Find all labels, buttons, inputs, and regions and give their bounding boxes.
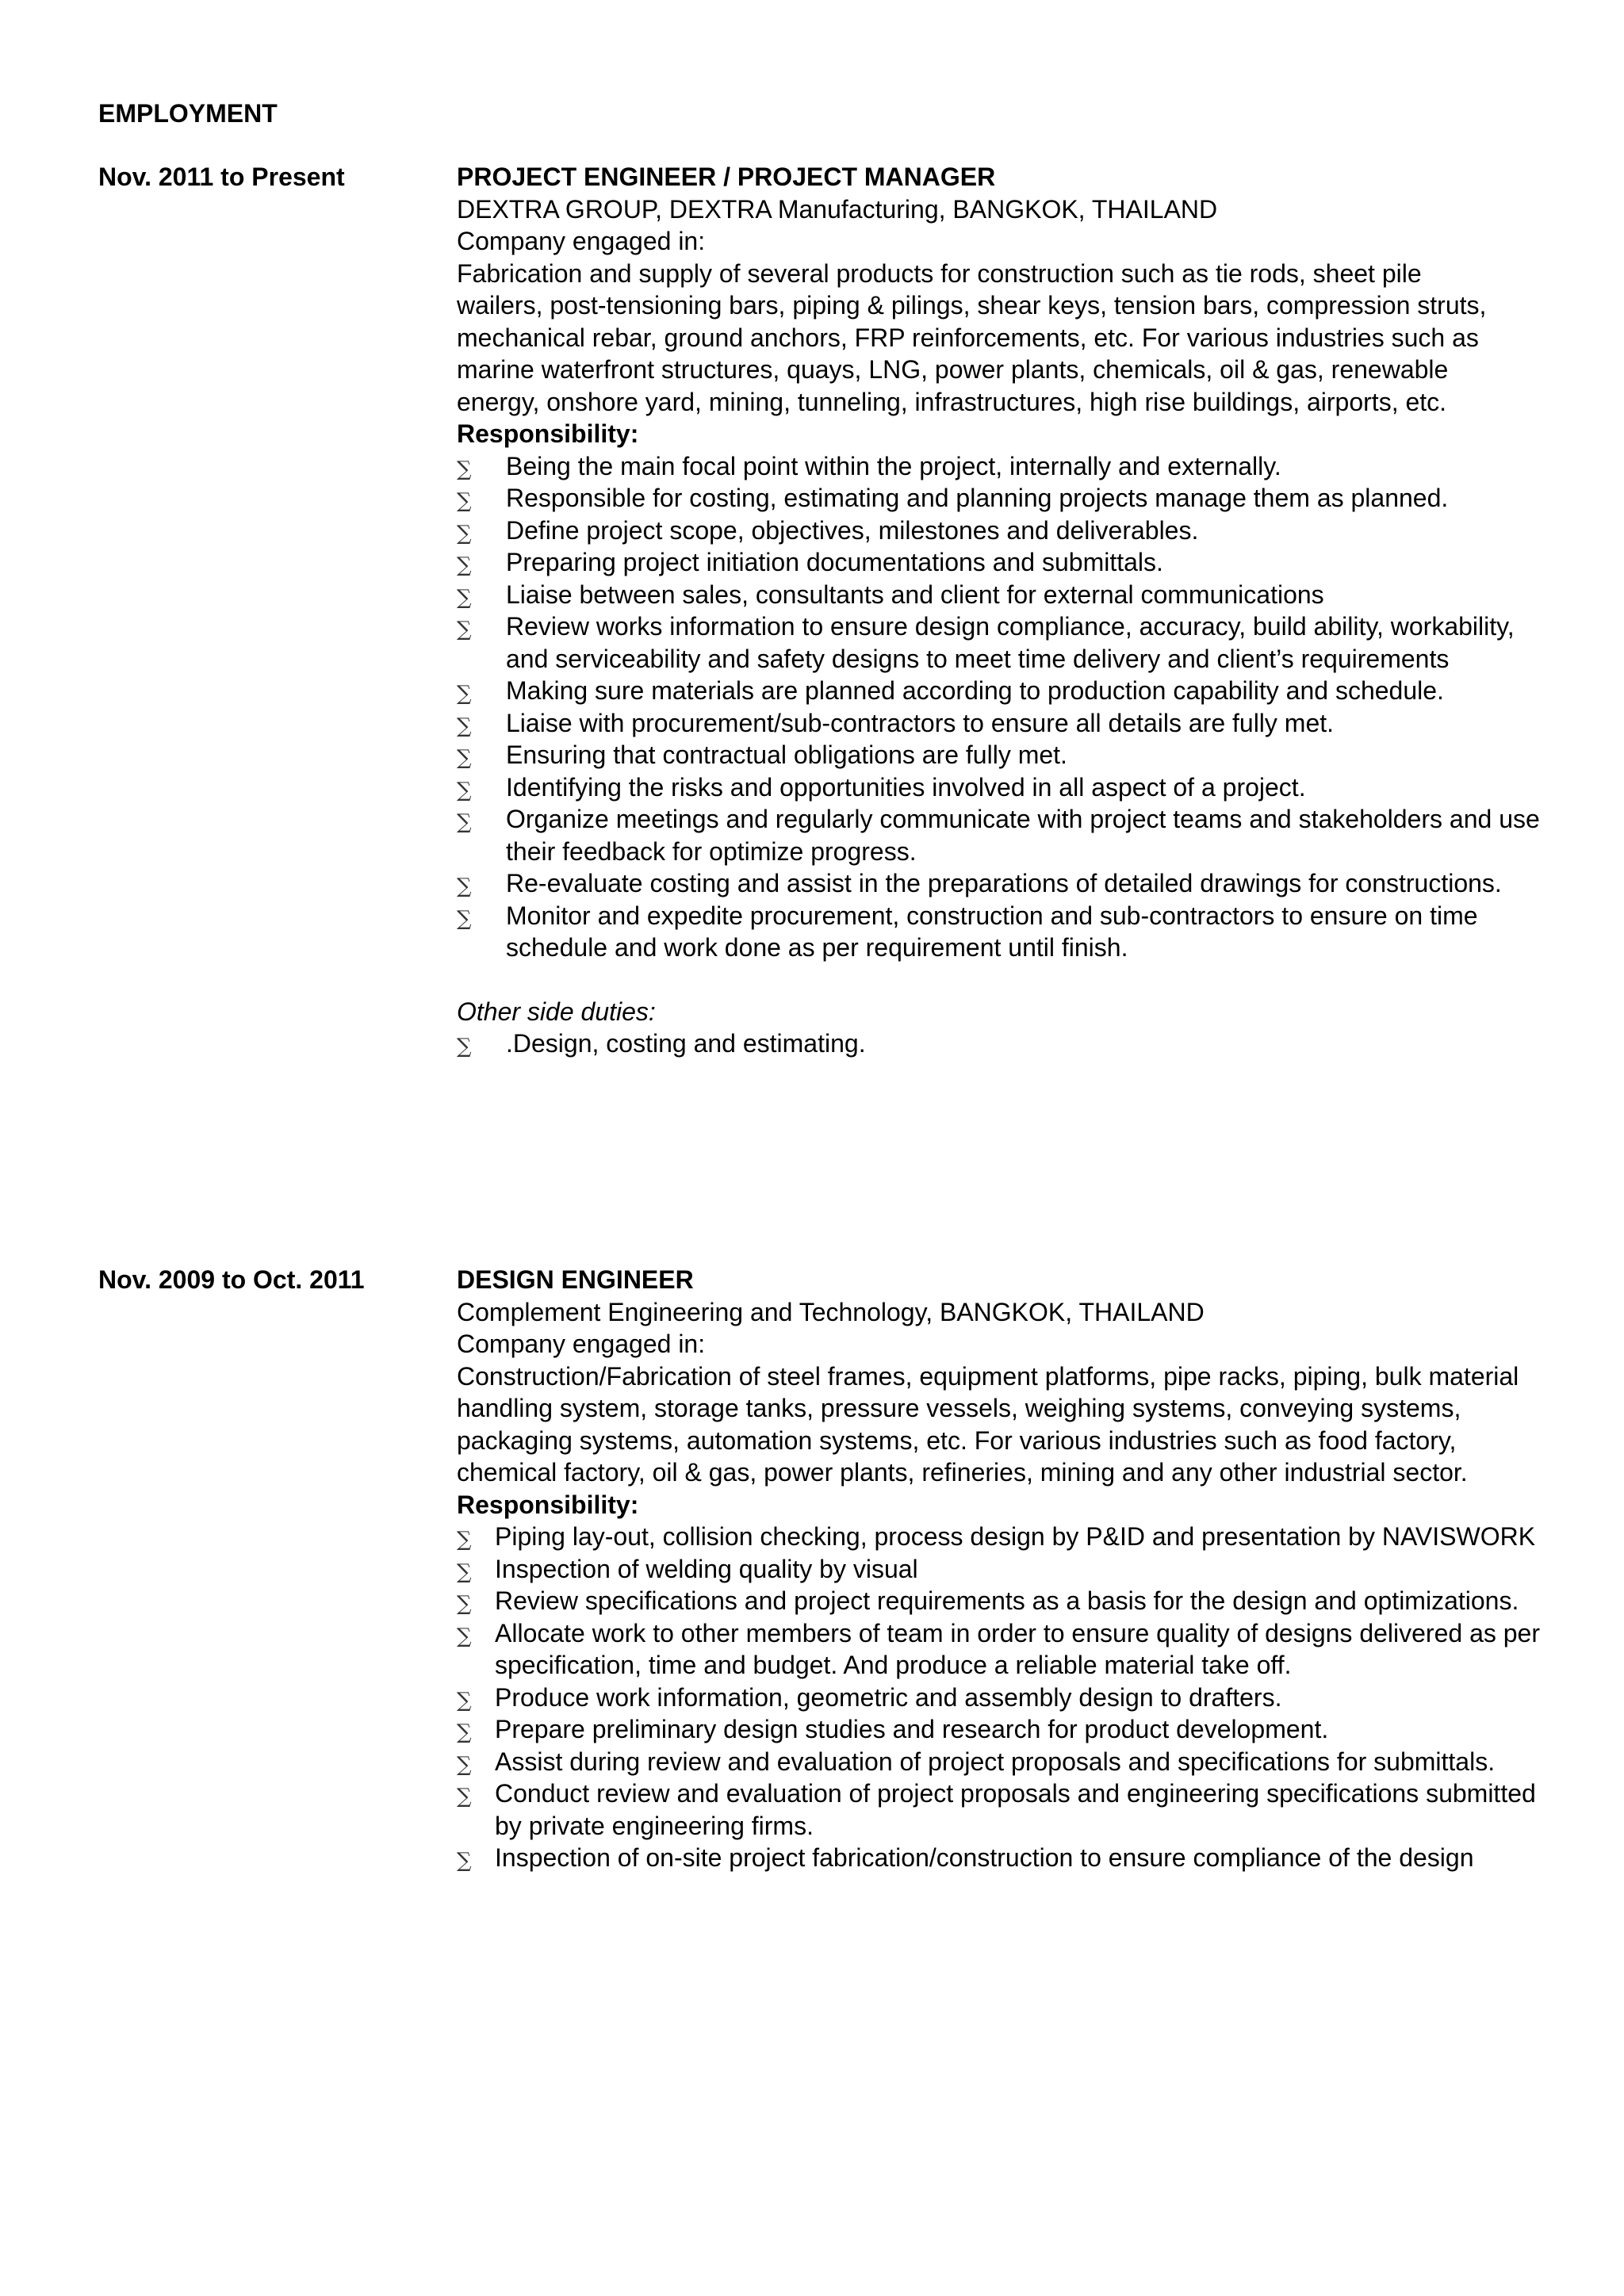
list-item	[457, 1713, 1551, 1746]
job-body	[457, 161, 1551, 1060]
company-description: Fabrication and supply of several products for construction such as tie rods, sheet pile wailers, post-tensioning bars, piping & pilings, shear keys, tension bars, compression struts, mechanical rebar, ground anchors, FRP reinforcements, etc. For various industries such as marine waterfront structures, quays, LNG, power plants, chemicals, oil & gas, renewable energy, onshore yard, mining, tunneling, infrastructures, high rise buildings, airports, etc.	[457, 258, 1487, 416]
responsibility-text: Inspection of welding quality by visual	[495, 1554, 918, 1583]
responsibility-heading: Responsibility:	[457, 1490, 639, 1519]
company-engaged-label: Company engaged in:	[457, 227, 706, 255]
sigma-bullet-icon: ∑	[457, 1785, 472, 1808]
job-date: Nov. 2011 to Present	[98, 163, 345, 191]
responsibility-text: Allocate work to other members of team in order to ensure quality of designs delivered as per specification, time and budget. And produce a reliable material take off.	[495, 1618, 1540, 1679]
responsibility-text: Responsible for costing, estimating and planning projects manage them as planned.	[506, 484, 1449, 512]
sigma-bullet-icon: ∑	[457, 682, 472, 706]
other-duty-text: .Design, costing and estimating.	[506, 1029, 866, 1058]
responsibility-heading: Responsibility:	[457, 419, 639, 448]
list-item	[457, 1777, 1551, 1842]
responsibility-text: Assist during review and evaluation of project proposals and specifications for submittals.	[495, 1747, 1496, 1776]
responsibility-list	[457, 1521, 1551, 1874]
sigma-bullet-icon: ∑	[457, 1849, 472, 1873]
list-item	[457, 771, 1551, 804]
job-title: PROJECT ENGINEER / PROJECT MANAGER	[457, 163, 996, 191]
responsibility-text: Liaise between sales, consultants and client for external communications	[506, 580, 1324, 609]
list-item	[457, 610, 1551, 675]
responsibility-text: Ensuring that contractual obligations are fully met.	[506, 740, 1067, 769]
sigma-bullet-icon: ∑	[457, 521, 472, 545]
list-item	[457, 579, 1551, 611]
list-item	[457, 900, 1551, 964]
other-duties-list	[457, 1027, 1551, 1060]
sigma-bullet-icon: ∑	[457, 1528, 472, 1552]
list-item	[457, 675, 1551, 707]
responsibility-text: Identifying the risks and opportunities involved in all aspect of a project.	[506, 772, 1306, 802]
sigma-bullet-icon: ∑	[457, 810, 472, 834]
list-item	[457, 450, 1551, 483]
responsibility-text: Inspection of on-site project fabrication/construction to ensure compliance of the design	[495, 1843, 1474, 1872]
responsibility-text: Define project scope, objectives, milestones and deliverables.	[506, 515, 1199, 545]
list-item	[457, 1746, 1551, 1778]
sigma-bullet-icon: ∑	[457, 778, 472, 802]
other-duties-heading: Other side duties:	[457, 997, 656, 1026]
responsibility-text: Monitor and expedite procurement, construction and sub-contractors to ensure on time schedule and work done as per requirement until finish.	[506, 901, 1478, 962]
section-heading-employment: EMPLOYMENT	[98, 99, 278, 128]
job-company: DEXTRA GROUP, DEXTRA Manufacturing, BANGKOK, THAILAND	[457, 194, 1218, 224]
list-item	[457, 1585, 1551, 1617]
responsibility-text: Conduct review and evaluation of project proposals and engineering specifications submitted by private engineering firms.	[495, 1779, 1536, 1840]
responsibility-text: Being the main focal point within the project, internally and externally.	[506, 451, 1281, 480]
job-title: DESIGN ENGINEER	[457, 1265, 694, 1294]
responsibility-text: Organize meetings and regularly communicate with project teams and stakeholders and use their feedback for optimize progress.	[506, 805, 1540, 866]
sigma-bullet-icon: ∑	[457, 1688, 472, 1712]
list-item	[457, 1027, 1551, 1060]
sigma-bullet-icon: ∑	[457, 585, 472, 610]
responsibility-text: Re-evaluate costing and assist in the preparations of detailed drawings for constructions.	[506, 869, 1502, 897]
sigma-bullet-icon: ∑	[457, 1035, 472, 1058]
list-item	[457, 515, 1551, 547]
responsibility-text: Piping lay-out, collision checking, process design by P&ID and presentation by NAVISWORK	[495, 1522, 1536, 1551]
sigma-bullet-icon: ∑	[457, 1752, 472, 1777]
sigma-bullet-icon: ∑	[457, 489, 472, 513]
list-item	[457, 707, 1551, 740]
list-item	[457, 739, 1551, 771]
sigma-bullet-icon: ∑	[457, 553, 472, 577]
sigma-bullet-icon: ∑	[457, 746, 472, 770]
list-item	[457, 1521, 1551, 1553]
responsibility-text: Review works information to ensure design compliance, accuracy, build ability, workability, and serviceability and safety designs to meet time delivery and client’s requirements	[506, 612, 1515, 673]
company-description: Construction/Fabrication of steel frames, equipment platforms, pipe racks, piping, bulk material handling system, storage tanks, pressure vessels, weighing systems, conveying systems, packaging systems, automation systems, etc. For various industries such as food factory, chemical factory, oil & gas, power plants, refineries, mining and any other industrial sector.	[457, 1361, 1519, 1487]
list-item	[457, 867, 1551, 900]
responsibility-text: Produce work information, geometric and assembly design to drafters.	[495, 1682, 1282, 1712]
list-item	[457, 803, 1551, 867]
sigma-bullet-icon: ∑	[457, 874, 472, 898]
responsibility-text: Preparing project initiation documentations and submittals.	[506, 548, 1163, 576]
list-item	[457, 546, 1551, 579]
job-date: Nov. 2009 to Oct. 2011	[98, 1265, 365, 1294]
responsibility-list	[457, 450, 1551, 964]
responsibility-text: Liaise with procurement/sub-contractors to ensure all details are fully met.	[506, 708, 1335, 737]
responsibility-text: Making sure materials are planned according to production capability and schedule.	[506, 676, 1444, 705]
sigma-bullet-icon: ∑	[457, 714, 472, 738]
sigma-bullet-icon: ∑	[457, 1592, 472, 1616]
list-item	[457, 1682, 1551, 1714]
sigma-bullet-icon: ∑	[457, 1720, 472, 1744]
sigma-bullet-icon: ∑	[457, 1559, 472, 1584]
list-item	[457, 1553, 1551, 1586]
sigma-bullet-icon: ∑	[457, 457, 472, 481]
job-company: Complement Engineering and Technology, BANGKOK, THAILAND	[457, 1297, 1205, 1326]
list-item	[457, 482, 1551, 515]
company-engaged-label: Company engaged in:	[457, 1330, 706, 1358]
sigma-bullet-icon: ∑	[457, 1624, 472, 1648]
job-body	[457, 1264, 1551, 1874]
list-item	[457, 1617, 1551, 1682]
list-item	[457, 1842, 1551, 1874]
sigma-bullet-icon: ∑	[457, 906, 472, 931]
responsibility-text: Review specifications and project requirements as a basis for the design and optimizations.	[495, 1586, 1519, 1615]
sigma-bullet-icon: ∑	[457, 618, 472, 641]
responsibility-text: Prepare preliminary design studies and research for product development.	[495, 1715, 1329, 1743]
